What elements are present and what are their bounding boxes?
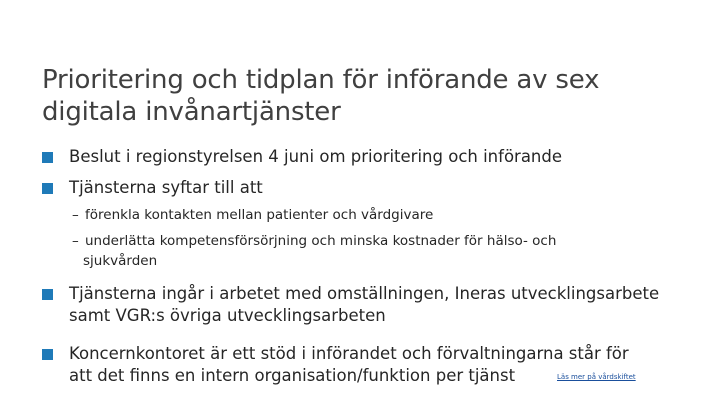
sub-bullet-line: underlätta kompetensförsörjning och minska kostnader för hälso- och <box>85 233 557 249</box>
bullet-text <box>69 177 263 199</box>
sub-bullet-line: sjukvården <box>83 253 158 269</box>
bullet-text <box>69 283 659 327</box>
bullet-line: att det finns en intern organisation/funktion per tjänst <box>69 366 516 385</box>
bullet-line: Koncernkontoret är ett stöd i införandet och förvaltningarna står för <box>69 344 629 363</box>
dash-marker: – <box>72 233 79 249</box>
slide-title-line-2: digitala invånartjänster <box>42 97 341 127</box>
dash-marker: – <box>72 207 79 223</box>
bullet-line: Beslut i regionstyrelsen 4 juni om prioritering och införande <box>69 147 563 166</box>
bullet-text <box>69 343 629 387</box>
sub-bullet-line: förenkla kontakten mellan patienter och vårdgivare <box>85 207 434 223</box>
bullet-text <box>69 146 562 168</box>
square-bullet-icon <box>42 152 53 163</box>
bullet-line: Tjänsterna syftar till att <box>69 178 263 197</box>
bullet-line: Tjänsterna ingår i arbetet med omställningen, Ineras utvecklingsarbete <box>69 284 660 303</box>
square-bullet-icon <box>42 289 53 300</box>
sub-bullet-text <box>85 205 433 225</box>
square-bullet-icon <box>42 349 53 360</box>
sub-bullet-text <box>85 231 556 271</box>
slide-title-line-1: Prioritering och tidplan för införande av sex <box>42 65 600 95</box>
slide-title <box>42 64 682 128</box>
read-more-link[interactable]: Läs mer på vårdskiftet <box>557 373 636 381</box>
square-bullet-icon <box>42 183 53 194</box>
bullet-line: samt VGR:s övriga utvecklingsarbeten <box>69 306 386 325</box>
